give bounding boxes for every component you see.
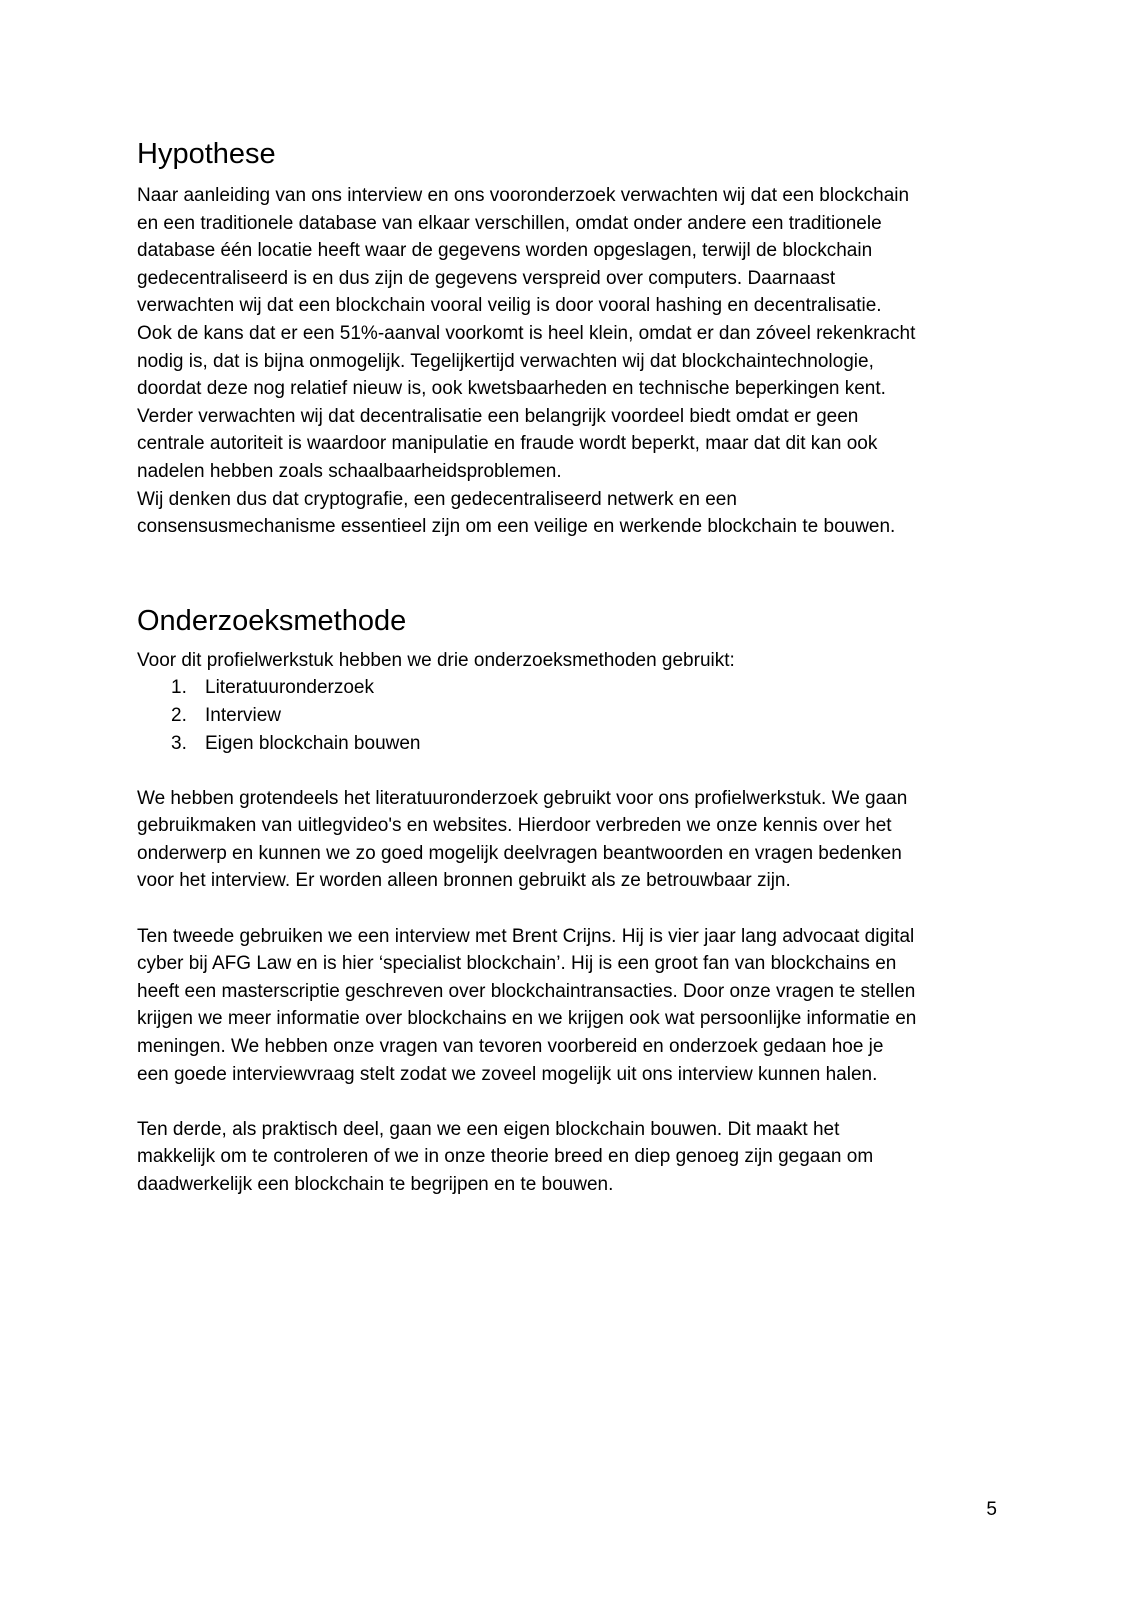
list-label: Eigen blockchain bouwen xyxy=(205,732,421,754)
text-line: cyber bij AFG Law en is hier ‘specialist blockchain’. Hij is een groot fan van blockchains en xyxy=(137,953,897,975)
text-line: Verder verwachten wij dat decentralisatie een belangrijk voordeel biedt omdat er geen xyxy=(137,405,859,427)
text-line: heeft een masterscriptie geschreven over blockchaintransacties. Door onze vragen te stellen xyxy=(137,980,916,1002)
text-line: doordat deze nog relatief nieuw is, ook kwetsbaarheden en technische beperkingen kent. xyxy=(137,378,886,400)
hypothese-section xyxy=(137,136,1007,541)
list-item xyxy=(171,702,1007,730)
text-line: een goede interviewvraag stelt zodat we zoveel mogelijk uit ons interview kunnen halen. xyxy=(137,1063,878,1085)
text-line: onderwerp en kunnen we zo goed mogelijk deelvragen beantwoorden en vragen bedenken xyxy=(137,842,902,864)
onderzoeksmethode-heading: Onderzoeksmethode xyxy=(137,604,407,637)
text-line: nadelen hebben zoals schaalbaarheidsproblemen. xyxy=(137,460,562,482)
text-line: makkelijk om te controleren of we in onze theorie breed en diep genoeg zijn gegaan om xyxy=(137,1146,874,1168)
onderzoeksmethode-section xyxy=(137,603,1007,1199)
interview-paragraph xyxy=(137,923,1007,1089)
list-number: 2. xyxy=(171,704,187,726)
page-number: 5 xyxy=(986,1499,997,1520)
list-number: 3. xyxy=(171,732,187,754)
paragraph-spacer xyxy=(137,1088,1007,1116)
text-line: Naar aanleiding van ons interview en ons vooronderzoek verwachten wij dat een blockchain xyxy=(137,185,910,206)
text-line: Wij denken dus dat cryptografie, een gedecentraliseerd netwerk en een xyxy=(137,488,737,510)
onderzoeksmethode-intro: Voor dit profielwerkstuk hebben we drie onderzoeksmethoden gebruikt: xyxy=(137,649,735,671)
hypothese-heading: Hypothese xyxy=(137,138,276,170)
hypothese-paragraph xyxy=(137,182,1007,541)
list-number: 1. xyxy=(171,677,187,699)
text-line: krijgen we meer informatie over blockchains en we krijgen ook wat persoonlijke informatie en xyxy=(137,1008,917,1030)
text-line: daadwerkelijk een blockchain te begrijpen en te bouwen. xyxy=(137,1174,614,1195)
text-line: voor het interview. Er worden alleen bronnen gebruikt als ze betrouwbaar zijn. xyxy=(137,870,791,892)
list-item xyxy=(171,730,1007,758)
text-line: gebruikmaken van uitlegvideo's en websites. Hierdoor verbreden we onze kennis over het xyxy=(137,815,892,837)
text-line: en een traditionele database van elkaar verschillen, omdat onder andere een traditionele xyxy=(137,212,882,234)
list-item xyxy=(171,674,1007,702)
method-list xyxy=(137,674,1007,757)
paragraph-spacer xyxy=(137,757,1007,785)
list-label: Interview xyxy=(205,704,282,726)
text-line: consensusmechanisme essentieel zijn om een veilige en werkende blockchain te bouwen. xyxy=(137,516,896,538)
paragraph-spacer xyxy=(137,895,1007,923)
text-line: Ten derde, als praktisch deel, gaan we een eigen blockchain bouwen. Dit maakt het xyxy=(137,1118,840,1140)
praktisch-paragraph xyxy=(137,1116,1007,1199)
text-line: Ook de kans dat er een 51%-aanval voorkomt is heel klein, omdat er dan zóveel rekenkracht xyxy=(137,322,916,344)
text-line: database één locatie heeft waar de gegevens worden opgeslagen, terwijl de blockchain xyxy=(137,240,873,262)
text-line: meningen. We hebben onze vragen van tevoren voorbereid en onderzoek gedaan hoe je xyxy=(137,1036,884,1058)
text-line: nodig is, dat is bijna onmogelijk. Tegelijkertijd verwachten wij dat blockchaintechnologie, xyxy=(137,350,874,372)
text-line: centrale autoriteit is waardoor manipulatie en fraude wordt beperkt, maar dat dit kan ook xyxy=(137,433,878,455)
text-line: verwachten wij dat een blockchain vooral veilig is door vooral hashing en decentralisatie. xyxy=(137,295,882,317)
document-page xyxy=(137,136,1007,1199)
literatuur-paragraph xyxy=(137,785,1007,895)
text-line: gedecentraliseerd is en dus zijn de gegevens verspreid over computers. Daarnaast xyxy=(137,267,836,289)
text-line: Ten tweede gebruiken we een interview met Brent Crijns. Hij is vier jaar lang advocaat digital xyxy=(137,925,915,947)
text-line: We hebben grotendeels het literatuuronderzoek gebruikt voor ons profielwerkstuk. We gaan xyxy=(137,787,908,809)
list-label: Literatuuronderzoek xyxy=(205,677,374,699)
